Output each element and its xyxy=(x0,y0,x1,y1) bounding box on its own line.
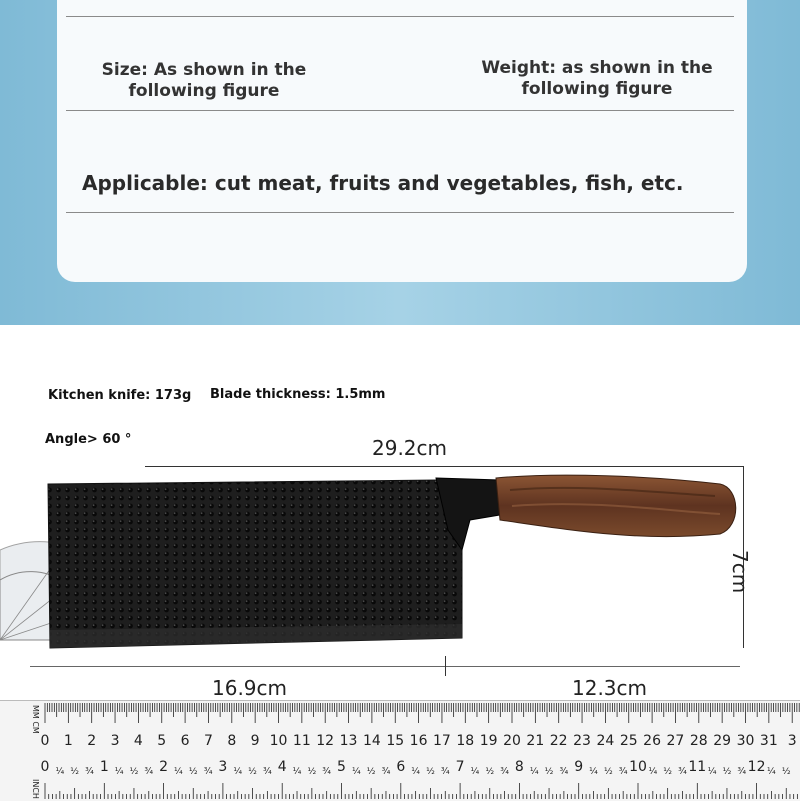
inch-fraction: ¾ xyxy=(678,767,687,777)
inch-fraction: ¼ xyxy=(707,767,717,777)
cm-number: 3 xyxy=(787,733,797,749)
cm-number: 22 xyxy=(549,733,568,749)
inch-fraction: ¾ xyxy=(322,767,332,777)
height-label: 7cm xyxy=(728,550,752,594)
cm-number: 19 xyxy=(479,733,498,749)
inch-fraction: ¾ xyxy=(85,767,94,777)
inch-fraction: ¼ xyxy=(114,767,124,777)
inch-fraction: ¼ xyxy=(470,767,480,777)
cm-number: 24 xyxy=(596,733,615,749)
inch-fraction: ½ xyxy=(781,767,791,777)
cm-number: 15 xyxy=(386,733,405,749)
thickness-label: Blade thickness: 1.5mm xyxy=(210,387,386,402)
cm-number: 29 xyxy=(713,733,732,749)
inch-fraction: ¾ xyxy=(263,767,272,777)
inch-number: 4 xyxy=(277,759,287,775)
inch-number: 5 xyxy=(337,759,346,775)
inch-number: 12 xyxy=(747,759,766,775)
cm-number: 30 xyxy=(736,733,755,749)
size-spec: Size: As shown in the following figure xyxy=(101,60,307,101)
cm-number: 0 xyxy=(40,733,50,749)
spec-card xyxy=(57,0,747,282)
inch-fraction: ¼ xyxy=(174,767,183,777)
inch-fraction: ½ xyxy=(544,767,554,777)
inch-fraction: ½ xyxy=(485,767,495,777)
cm-number: 5 xyxy=(157,733,167,749)
cm-number: 17 xyxy=(433,733,451,749)
inch-fraction: ½ xyxy=(70,767,80,777)
inch-number: 7 xyxy=(455,759,465,775)
inch-number: 0 xyxy=(40,759,50,775)
cm-number: 13 xyxy=(339,733,358,749)
cm-number: 11 xyxy=(292,733,311,749)
inch-fraction: ¾ xyxy=(144,767,154,777)
inch-fraction: ¼ xyxy=(411,767,420,777)
blade-length-label: 16.9cm xyxy=(212,676,288,700)
inch-fraction: ¼ xyxy=(648,767,658,777)
cm-number: 1 xyxy=(63,733,73,749)
lower-dimension-line xyxy=(30,666,740,667)
inch-number: 8 xyxy=(514,759,524,775)
cm-number: 2 xyxy=(87,733,97,749)
cm-number: 14 xyxy=(362,733,381,749)
inch-number: 6 xyxy=(396,759,406,775)
cm-number: 20 xyxy=(503,733,521,749)
inch-fraction: ½ xyxy=(129,767,139,777)
inch-fraction: ¾ xyxy=(381,767,391,777)
inch-fraction: ½ xyxy=(663,767,673,777)
total-length-label: 29.2cm xyxy=(372,436,448,460)
inch-unit-label: INCH xyxy=(31,779,40,799)
weight-spec: Weight: as shown in the following figure xyxy=(481,58,713,99)
cm-number: 25 xyxy=(619,733,638,749)
inch-fraction: ½ xyxy=(248,767,257,777)
applicable-spec: Applicable: cut meat, fruits and vegetables, fish, etc. xyxy=(82,171,684,195)
inch-fraction: ¼ xyxy=(767,767,776,777)
cm-number: 6 xyxy=(180,733,190,749)
inch-fraction: ½ xyxy=(366,767,376,777)
cm-number: 16 xyxy=(409,733,428,749)
weight-label: Kitchen knife: 173g xyxy=(48,388,192,403)
cm-number: 23 xyxy=(573,733,591,749)
inch-number: 11 xyxy=(688,759,707,775)
inch-number: 3 xyxy=(218,759,228,775)
inch-number: 2 xyxy=(159,759,169,775)
inch-fraction: ½ xyxy=(722,767,732,777)
inch-fraction: ¼ xyxy=(233,767,243,777)
cm-number: 12 xyxy=(316,733,335,749)
inch-fraction: ¾ xyxy=(618,767,628,777)
inch-fraction: ¾ xyxy=(203,767,213,777)
inch-number: 10 xyxy=(629,759,647,775)
cm-unit-label: MM CM xyxy=(31,705,40,734)
inch-fraction: ½ xyxy=(426,767,435,777)
inch-fraction: ¼ xyxy=(351,767,361,777)
cm-number: 18 xyxy=(456,733,475,749)
blade-icon xyxy=(48,480,462,648)
inch-fraction: ¾ xyxy=(559,767,569,777)
handle-length-label: 12.3cm xyxy=(572,676,648,700)
cm-number: 26 xyxy=(643,733,662,749)
cm-number: 7 xyxy=(203,733,213,749)
cm-number: 8 xyxy=(227,733,237,749)
inch-fraction: ½ xyxy=(188,767,198,777)
total-length-line xyxy=(145,466,743,467)
divider xyxy=(66,212,734,213)
angle-label: Angle> 60 ° xyxy=(45,432,132,447)
inch-fraction: ¼ xyxy=(589,767,598,777)
cm-number: 27 xyxy=(666,733,685,749)
cm-number: 4 xyxy=(133,733,143,749)
inch-fraction: ¾ xyxy=(737,767,747,777)
knife-illustration xyxy=(0,470,760,670)
spec-banner xyxy=(0,0,800,325)
divider xyxy=(66,110,734,111)
cm-number: 10 xyxy=(269,733,288,749)
inch-fraction: ¾ xyxy=(500,767,509,777)
measuring-ruler xyxy=(0,700,800,801)
inch-fraction: ¼ xyxy=(529,767,539,777)
inch-number: 9 xyxy=(574,759,584,775)
cm-number: 21 xyxy=(526,733,545,749)
inch-fraction: ¼ xyxy=(55,767,65,777)
inch-number: 1 xyxy=(99,759,109,775)
ruler-ticks xyxy=(0,701,800,801)
cm-number: 28 xyxy=(689,733,708,749)
cm-number: 31 xyxy=(759,733,778,749)
inch-fraction: ¼ xyxy=(292,767,302,777)
inch-fraction: ½ xyxy=(603,767,613,777)
cm-number: 9 xyxy=(250,733,260,749)
cm-number: 3 xyxy=(110,733,120,749)
blade-handle-divider xyxy=(445,656,446,676)
inch-fraction: ¾ xyxy=(440,767,450,777)
divider xyxy=(66,16,734,17)
inch-fraction: ½ xyxy=(307,767,317,777)
